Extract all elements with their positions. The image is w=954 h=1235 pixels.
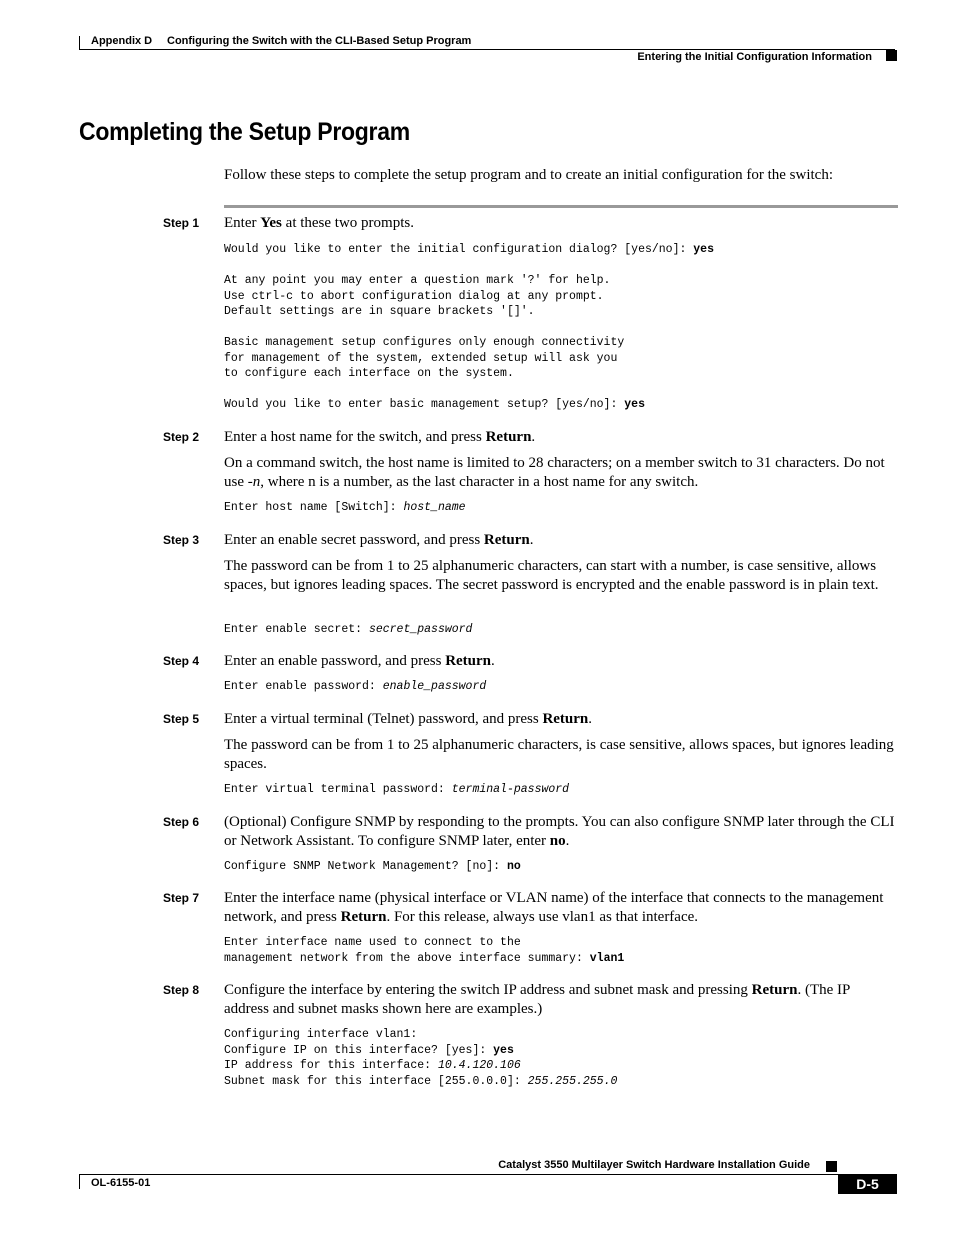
- step-1-text: Enter Yes at these two prompts.: [224, 215, 414, 231]
- footer-rule: [79, 1174, 897, 1175]
- step-2-code: Enter host name [Switch]: host_name: [224, 501, 466, 514]
- page-title: Completing the Setup Program: [79, 118, 410, 146]
- step-3-text: Enter an enable secret password, and press Return.: [224, 532, 534, 548]
- page-number: D-5: [838, 1174, 897, 1194]
- step-3-label: Step 3: [163, 533, 200, 547]
- step-1-code-3: Basic management setup configures only enough connectivity for management of the system, extended setup will ask you to configure each interface on the system.: [224, 336, 625, 380]
- step-1-code-1: Would you like to enter the initial configuration dialog? [yes/no]: yes: [224, 243, 714, 256]
- table-top-rule: [224, 205, 898, 208]
- step-3-code: Enter enable secret: secret_password: [224, 623, 473, 636]
- footer-doc-number: OL-6155-01: [91, 1177, 151, 1189]
- step-5-label: Step 5: [163, 712, 200, 726]
- step-7-code: Enter interface name used to connect to the management network from the above interface summary: vlan1: [224, 936, 625, 965]
- footer-rule-vertical: [79, 1174, 80, 1189]
- step-1-label: Step 1: [163, 216, 200, 230]
- step-6-code: Configure SNMP Network Management? [no]: no: [224, 860, 521, 873]
- step-8-text: Configure the interface by entering the switch IP address and subnet mask and pressing Return. (The IP address and subnet masks shown here are examples.): [224, 982, 850, 1017]
- step-5-code: Enter virtual terminal password: terminal-password: [224, 783, 570, 796]
- step-2-paragraph: On a command switch, the host name is limited to 28 characters; on a member switch to 31 characters. Do not use -n, where n is a number, as the last character in a host name for any switch.: [224, 455, 885, 490]
- step-6-text: (Optional) Configure SNMP by responding to the prompts. You can also configure SNMP later through the CLI or Network Assistant. To configure SNMP later, enter no.: [224, 814, 895, 849]
- header-chapter: Configuring the Switch with the CLI-Based Setup Program: [167, 35, 472, 47]
- step-1-code-4: Would you like to enter basic management setup? [yes/no]: yes: [224, 398, 645, 411]
- step-8-code: Configuring interface vlan1: Configure IP on this interface? [yes]: yes IP address for this interface: 10.4.120.106 Subnet mask for this interface [255.0.0.0]: 255.255.255.0: [224, 1028, 618, 1088]
- step-3-paragraph: The password can be from 1 to 25 alphanumeric characters, can start with a number, is case sensitive, allows spaces, but ignores leading spaces. The secret password is encrypted and the enable password is in plain text.: [224, 558, 879, 593]
- header-marker: [886, 50, 897, 61]
- step-2-label: Step 2: [163, 430, 200, 444]
- step-5-paragraph: The password can be from 1 to 25 alphanumeric characters, is case sensitive, allows spaces, but ignores leading spaces.: [224, 737, 894, 772]
- footer-guide-title: Catalyst 3550 Multilayer Switch Hardware Installation Guide: [498, 1159, 810, 1171]
- header-rule-vertical: [79, 36, 80, 50]
- footer-marker: [826, 1161, 837, 1172]
- step-1-code-2: At any point you may enter a question mark '?' for help. Use ctrl-c to abort configuration dialog at any prompt. Default settings are in square brackets '[]'.: [224, 274, 611, 318]
- intro-text: Follow these steps to complete the setup program and to create an initial configuration for the switch:: [224, 167, 834, 183]
- step-4-code: Enter enable password: enable_password: [224, 680, 487, 693]
- header-appendix: Appendix D: [91, 35, 153, 47]
- step-7-text: Enter the interface name (physical interface or VLAN name) of the interface that connects to the management network, and press Return. For this release, always use vlan1 as that interface.: [224, 890, 884, 925]
- step-5-text: Enter a virtual terminal (Telnet) password, and press Return.: [224, 711, 593, 727]
- header-section: Entering the Initial Configuration Information: [637, 51, 872, 63]
- header-rule: [79, 49, 895, 50]
- step-6-label: Step 6: [163, 815, 200, 829]
- step-2-text: Enter a host name for the switch, and press Return.: [224, 429, 536, 445]
- step-4-label: Step 4: [163, 654, 200, 668]
- step-4-text: Enter an enable password, and press Return.: [224, 653, 495, 669]
- step-7-label: Step 7: [163, 891, 200, 905]
- step-8-label: Step 8: [163, 983, 200, 997]
